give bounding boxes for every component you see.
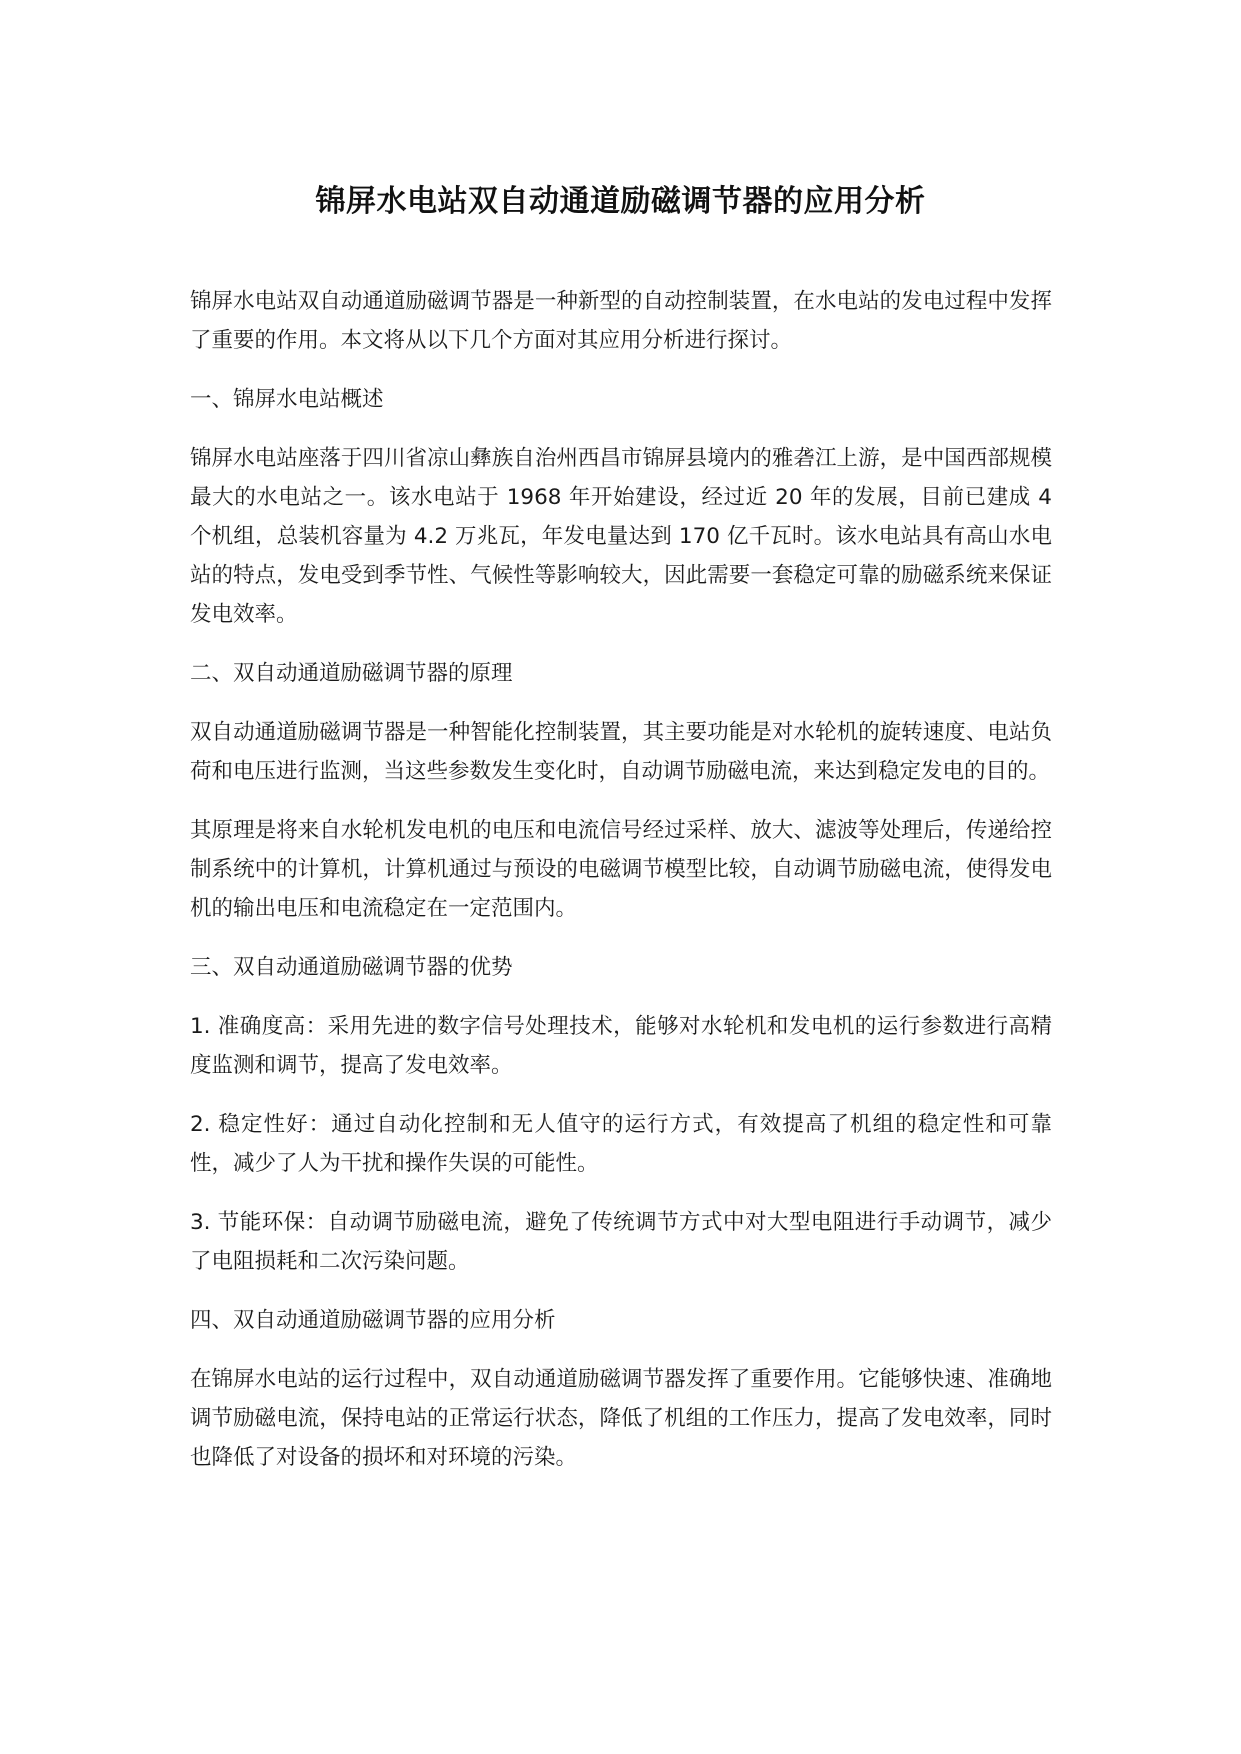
overview-paragraph: 锦屏水电站座落于四川省凉山彝族自治州西昌市锦屏县境内的雅砻江上游，是中国西部规模最大的水电站之一。该水电站于 1968 年开始建设，经过近 20 年的发展，目前已建成 4 个机组，总装机容量为 4.2 万兆瓦，年发电量达到 170 亿千瓦时。该水电站具有高山水电站的特点，发电受到季节性、气候性等影响较大，因此需要一套稳定可靠的励磁系统来保证发电效率。: [190, 446, 1052, 627]
intro-paragraph: 锦屏水电站双自动通道励磁调节器是一种新型的自动控制装置，在水电站的发电过程中发挥了重要的作用。本文将从以下几个方面对其应用分析进行探讨。: [190, 289, 1052, 353]
section-heading-advantages: 三、双自动通道励磁调节器的优势: [190, 955, 513, 980]
section-heading-overview: 一、锦屏水电站概述: [190, 387, 384, 412]
application-paragraph: 在锦屏水电站的运行过程中，双自动通道励磁调节器发挥了重要作用。它能够快速、准确地调节励磁电流，保持电站的正常运行状态，降低了机组的工作压力，提高了发电效率，同时也降低了对设备的损坏和对环境的污染。: [190, 1367, 1052, 1470]
principle-paragraph-1: 双自动通道励磁调节器是一种智能化控制装置，其主要功能是对水轮机的旋转速度、电站负荷和电压进行监测，当这些参数发生变化时，自动调节励磁电流，来达到稳定发电的目的。: [190, 720, 1052, 784]
section-heading-application: 四、双自动通道励磁调节器的应用分析: [190, 1308, 556, 1333]
advantage-item-2: 2. 稳定性好：通过自动化控制和无人值守的运行方式，有效提高了机组的稳定性和可靠性，减少了人为干扰和操作失误的可能性。: [190, 1112, 1052, 1176]
advantage-item-1: 1. 准确度高：采用先进的数字信号处理技术，能够对水轮机和发电机的运行参数进行高精度监测和调节，提高了发电效率。: [190, 1014, 1052, 1078]
document-title: 锦屏水电站双自动通道励磁调节器的应用分析: [315, 184, 926, 219]
document-body: [190, 282, 1052, 1497]
section-heading-principle: 二、双自动通道励磁调节器的原理: [190, 661, 513, 686]
advantage-item-3: 3. 节能环保：自动调节励磁电流，避免了传统调节方式中对大型电阻进行手动调节，减少了电阻损耗和二次污染问题。: [190, 1210, 1052, 1274]
principle-paragraph-2: 其原理是将来自水轮机发电机的电压和电流信号经过采样、放大、滤波等处理后，传递给控制系统中的计算机，计算机通过与预设的电磁调节模型比较，自动调节励磁电流，使得发电机的输出电压和电流稳定在一定范围内。: [190, 818, 1052, 921]
